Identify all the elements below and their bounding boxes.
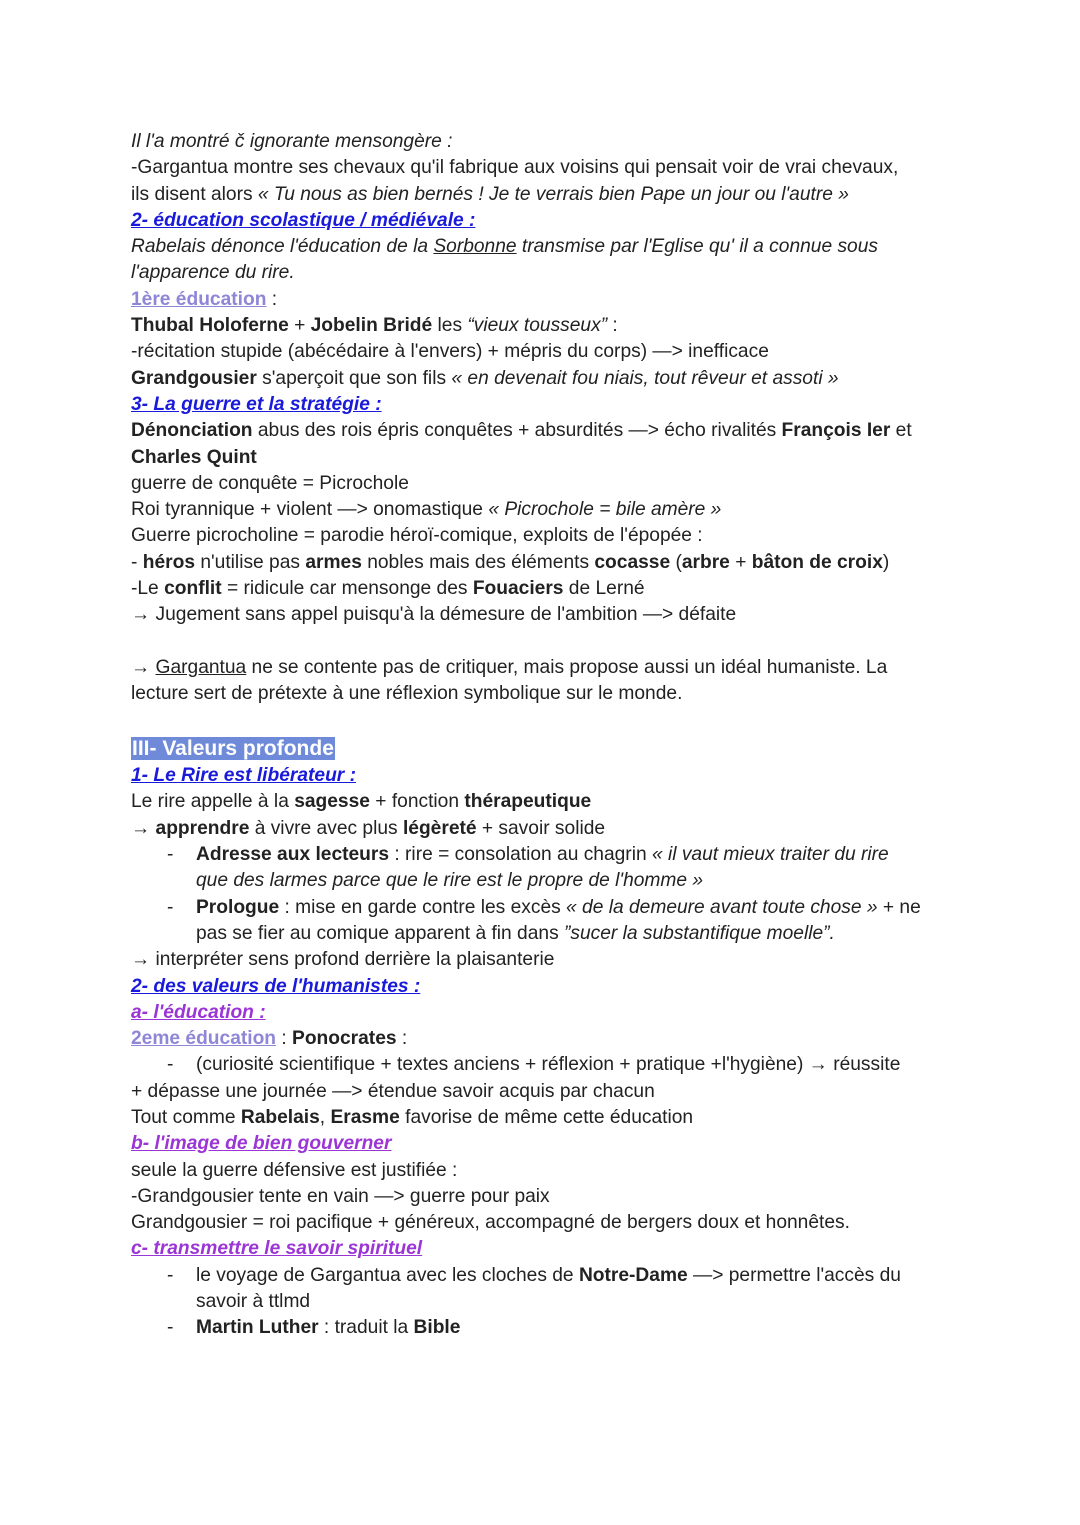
text-line: -Grandgousier tente en vain —> guerre pour paix [131,1185,550,1207]
text-line: → Gargantua ne se contente pas de critiquer, mais propose aussi un idéal humaniste. La [131,656,888,678]
bullet-item: - Martin Luther : traduit la Bible [131,1315,971,1341]
text-line: guerre de conquête = Picrochole [131,472,409,494]
heading-guerre-strategie: 3- La guerre et la stratégie : [131,393,382,415]
heading-education: a- l'éducation : [131,1001,266,1023]
text-line: l'apparence du rire. [131,262,295,284]
text-line: lecture sert de prétexte à une réflexion symbolique sur le monde. [131,683,683,705]
text-line: Thubal Holoferne + Jobelin Bridé les “vieux tousseux” : [131,315,618,337]
text-line: ils disent alors « Tu nous as bien bernés ! Je te verrais bien Pape un jour ou l'autre » [131,183,849,205]
subheading-line [131,1000,971,1026]
text-line: + dépasse une journée —> étendue savoir acquis par chacun [131,1080,655,1102]
bullet-dash: - [167,896,174,918]
bullet-dash: - [167,1264,174,1286]
subheading-line: 1ère éducation : [131,288,278,310]
text-line: → interpréter sens profond derrière la plaisanterie [131,949,555,971]
heading-valeurs-humanistes: 2- des valeurs de l'humanistes : [131,975,421,997]
text-line: → Jugement sans appel puisqu'à la démesure de l'ambition —> défaite [131,604,737,626]
text-line: Grandgousier s'aperçoit que son fils « en devenait fou niais, tout rêveur et assoti » [131,367,839,389]
heading-valeurs-profonde: III- Valeurs profonde [132,736,334,760]
bullet-continuation: que des larmes parce que le rire est le propre de l'homme » [196,870,704,892]
notes-page [131,129,971,1342]
text-line: -récitation stupide (abécédaire à l'envers) + mépris du corps) —> inefficace [131,341,769,363]
text-line: 2eme éducation : Ponocrates : [131,1028,408,1050]
spacer [131,629,971,655]
quote: « Tu nous as bien bernés ! Je te verrais bien Pape un jour ou l'autre » [257,183,849,205]
bullet-dash: - [167,1317,174,1339]
bullet-continuation: savoir à ttlmd [196,1291,311,1313]
heading-rire-liberateur: 1- Le Rire est libérateur : [131,765,356,787]
text-line: -Gargantua montre ses chevaux qu'il fabrique aux voisins qui pensait voir de vrai chevaux, [131,157,899,179]
heading-1ere-education: 1ère éducation [131,288,267,310]
subheading-line [131,1236,971,1262]
section-heading [131,392,971,418]
spacer [131,708,971,734]
section-heading [131,763,971,789]
section-heading [131,208,971,234]
text-line: Le rire appelle à la sagesse + fonction thérapeutique [131,791,592,813]
heading-2eme-education: 2eme éducation [131,1028,277,1050]
text-line: → apprendre à vivre avec plus légèreté + savoir solide [131,817,606,839]
bullet-item: - Prologue : mise en garde contre les excès « de la demeure avant toute chose » + ne [131,895,971,921]
text-line: Dénonciation abus des rois épris conquêtes + absurdités —> écho rivalités François Ier et [131,420,912,442]
text-line: Il l'a montré č ignorante mensongère : [131,131,453,152]
bullet-item: - Adresse aux lecteurs : rire = consolation au chagrin « il vaut mieux traiter du rire [131,842,971,868]
heading-savoir-spirituel: c- transmettre le savoir spirituel [131,1238,423,1260]
bullet-dash: - [167,1054,174,1076]
text-line: Rabelais dénonce l'éducation de la Sorbonne transmise par l'Eglise qu' il a connue sous [131,236,878,258]
section-heading [131,974,971,1000]
text-line: Grandgousier = roi pacifique + généreux, accompagné de bergers doux et honnêtes. [131,1212,850,1234]
part-heading [131,736,971,763]
text-line: - héros n'utilise pas armes nobles mais des éléments cocasse (arbre + bâton de croix) [131,551,890,573]
text-line: Charles Quint [131,446,257,468]
text-line: Tout comme Rabelais, Erasme favorise de même cette éducation [131,1106,694,1128]
bullet-dash: - [167,844,174,866]
text-line: Guerre picrocholine = parodie héroï-comique, exploits de l'épopée : [131,525,703,547]
bullet-continuation: pas se fier au comique apparent à fin dans ”sucer la substantifique moelle”. [196,922,835,944]
text-line: -Le conflit = ridicule car mensonge des Fouaciers de Lerné [131,578,645,600]
heading-education-scolastique: 2- éducation scolastique / médiévale : [131,209,476,231]
bullet-item: - (curiosité scientifique + textes anciens + réflexion + pratique +l'hygiène) → réussite [131,1052,971,1078]
heading-bien-gouverner: b- l'image de bien gouverner [131,1133,392,1155]
bullet-item: - le voyage de Gargantua avec les cloches de Notre-Dame —> permettre l'accès du [131,1263,971,1289]
subheading-line [131,1131,971,1157]
text-line: Roi tyrannique + violent —> onomastique « Picrochole = bile amère » [131,499,722,521]
text-line: seule la guerre défensive est justifiée : [131,1159,458,1181]
